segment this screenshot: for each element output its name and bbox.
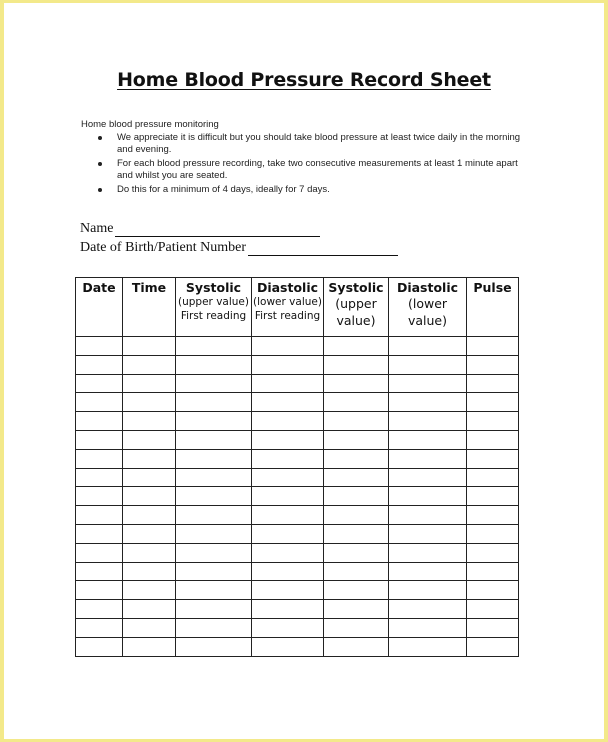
col-header-title: Diastolic — [256, 280, 319, 295]
instruction-item: Do this for a minimum of 4 days, ideally for 7 days. — [96, 184, 526, 196]
table-cell[interactable] — [467, 468, 519, 487]
col-header-subtitle: (upper value) — [335, 296, 377, 328]
table-cell[interactable] — [252, 430, 324, 449]
table-cell[interactable] — [252, 487, 324, 506]
table-row — [76, 600, 519, 619]
col-header — [389, 278, 467, 337]
table-row — [76, 337, 519, 356]
intro-text: Home blood pressure monitoring — [81, 119, 219, 130]
table-cell[interactable] — [324, 581, 389, 600]
table-cell[interactable] — [123, 393, 176, 412]
table-cell[interactable] — [76, 637, 123, 656]
table-row — [76, 562, 519, 581]
table-cell[interactable] — [252, 562, 324, 581]
table-cell[interactable] — [389, 449, 467, 468]
table-cell[interactable] — [123, 524, 176, 543]
table-cell[interactable] — [123, 581, 176, 600]
table-cell[interactable] — [467, 430, 519, 449]
table-cell[interactable] — [467, 337, 519, 356]
table-cell[interactable] — [76, 337, 123, 356]
table-cell[interactable] — [389, 337, 467, 356]
table-cell[interactable] — [76, 374, 123, 393]
table-cell[interactable] — [324, 337, 389, 356]
instructions-list — [96, 132, 526, 198]
col-header-title: Systolic — [328, 280, 384, 295]
table-row — [76, 543, 519, 562]
col-header — [176, 278, 252, 337]
table-cell[interactable] — [252, 412, 324, 431]
name-line[interactable] — [115, 222, 320, 237]
table-cell[interactable] — [176, 543, 252, 562]
table-cell[interactable] — [76, 600, 123, 619]
table-cell[interactable] — [123, 506, 176, 525]
table-cell[interactable] — [389, 543, 467, 562]
table-cell[interactable] — [252, 524, 324, 543]
table-cell[interactable] — [76, 506, 123, 525]
table-cell[interactable] — [324, 374, 389, 393]
dob-label: Date of Birth/Patient Number — [80, 240, 247, 255]
table-cell[interactable] — [176, 393, 252, 412]
col-header — [76, 278, 123, 337]
table-cell[interactable] — [467, 618, 519, 637]
table-cell[interactable] — [467, 355, 519, 374]
table-header-row — [76, 278, 519, 337]
table-cell[interactable] — [123, 468, 176, 487]
table-cell[interactable] — [324, 393, 389, 412]
col-header-title: Systolic — [185, 280, 242, 295]
table-cell[interactable] — [76, 524, 123, 543]
table-cell[interactable] — [467, 637, 519, 656]
table-row — [76, 374, 519, 393]
table-cell[interactable] — [324, 355, 389, 374]
table-cell[interactable] — [123, 543, 176, 562]
table-cell[interactable] — [252, 506, 324, 525]
table-cell[interactable] — [324, 506, 389, 525]
table-cell[interactable] — [389, 412, 467, 431]
table-cell[interactable] — [252, 337, 324, 356]
table-cell[interactable] — [252, 468, 324, 487]
table-cell[interactable] — [176, 412, 252, 431]
table-cell[interactable] — [76, 449, 123, 468]
table-cell[interactable] — [176, 637, 252, 656]
table-cell[interactable] — [389, 487, 467, 506]
table-cell[interactable] — [176, 618, 252, 637]
col-header-title: Diastolic — [396, 280, 459, 295]
table-row — [76, 524, 519, 543]
table-cell[interactable] — [467, 506, 519, 525]
col-header-title: Time — [131, 280, 167, 295]
table-cell[interactable] — [176, 600, 252, 619]
table-cell[interactable] — [176, 524, 252, 543]
table-cell[interactable] — [123, 637, 176, 656]
table-cell[interactable] — [389, 468, 467, 487]
table-cell[interactable] — [123, 337, 176, 356]
table-cell[interactable] — [324, 524, 389, 543]
table-cell[interactable] — [176, 337, 252, 356]
table-cell[interactable] — [76, 355, 123, 374]
table-cell[interactable] — [176, 430, 252, 449]
table-cell[interactable] — [467, 393, 519, 412]
col-header — [252, 278, 324, 337]
table-cell[interactable] — [389, 374, 467, 393]
table-cell[interactable] — [467, 412, 519, 431]
table-cell[interactable] — [389, 637, 467, 656]
table-cell[interactable] — [324, 449, 389, 468]
col-header-subtitle: (lower value) First reading — [253, 296, 322, 322]
col-header — [324, 278, 389, 337]
table-cell[interactable] — [76, 412, 123, 431]
table-row — [76, 618, 519, 637]
table-cell[interactable] — [76, 562, 123, 581]
table-cell[interactable] — [467, 374, 519, 393]
table-cell[interactable] — [176, 562, 252, 581]
col-header-subtitle: (lower value) — [407, 296, 448, 328]
table-cell[interactable] — [76, 581, 123, 600]
instruction-item: We appreciate it is difficult but you should take blood pressure at least twice daily in the morning and evening. — [96, 132, 526, 156]
table-cell[interactable] — [123, 355, 176, 374]
table-cell[interactable] — [324, 618, 389, 637]
table-row — [76, 487, 519, 506]
table-cell[interactable] — [467, 543, 519, 562]
table-cell[interactable] — [324, 600, 389, 619]
table-cell[interactable] — [467, 600, 519, 619]
table-cell[interactable] — [176, 487, 252, 506]
table-cell[interactable] — [76, 430, 123, 449]
table-cell[interactable] — [324, 468, 389, 487]
table-cell[interactable] — [324, 562, 389, 581]
table-cell[interactable] — [252, 449, 324, 468]
table-cell[interactable] — [389, 524, 467, 543]
table-cell[interactable] — [467, 524, 519, 543]
table-cell[interactable] — [324, 637, 389, 656]
table-cell[interactable] — [123, 430, 176, 449]
table-cell[interactable] — [389, 562, 467, 581]
table-row — [76, 506, 519, 525]
table-cell[interactable] — [252, 393, 324, 412]
table-cell[interactable] — [252, 374, 324, 393]
col-header-subtitle: (upper value) First reading — [178, 296, 249, 322]
table-cell[interactable] — [389, 355, 467, 374]
table-row — [76, 355, 519, 374]
table-row — [76, 581, 519, 600]
table-cell[interactable] — [467, 487, 519, 506]
table-row — [76, 637, 519, 656]
table-cell[interactable] — [123, 449, 176, 468]
table-row — [76, 430, 519, 449]
col-header-title: Date — [82, 280, 116, 295]
table-cell[interactable] — [176, 506, 252, 525]
table-cell[interactable] — [467, 562, 519, 581]
table-cell[interactable] — [389, 430, 467, 449]
table-cell[interactable] — [252, 618, 324, 637]
table-cell[interactable] — [123, 618, 176, 637]
document-page — [4, 3, 604, 739]
table-cell[interactable] — [252, 355, 324, 374]
table-cell[interactable] — [324, 430, 389, 449]
table-cell[interactable] — [76, 618, 123, 637]
table-cell[interactable] — [76, 487, 123, 506]
col-header — [123, 278, 176, 337]
table-cell[interactable] — [389, 506, 467, 525]
table-cell[interactable] — [467, 449, 519, 468]
table-row — [76, 449, 519, 468]
instruction-item: For each blood pressure recording, take two consecutive measurements at least 1 minute apart and whilst you are seated. — [96, 158, 526, 182]
table-cell[interactable] — [176, 355, 252, 374]
table-row — [76, 412, 519, 431]
table-cell[interactable] — [389, 581, 467, 600]
table-cell[interactable] — [252, 543, 324, 562]
table-cell[interactable] — [123, 562, 176, 581]
table-cell[interactable] — [252, 600, 324, 619]
table-cell[interactable] — [389, 393, 467, 412]
table-cell[interactable] — [76, 543, 123, 562]
table-cell[interactable] — [76, 393, 123, 412]
table-body — [76, 337, 519, 657]
table-cell[interactable] — [389, 618, 467, 637]
col-header-title: Pulse — [473, 280, 512, 295]
table-cell[interactable] — [252, 637, 324, 656]
table-cell[interactable] — [123, 412, 176, 431]
table-cell[interactable] — [176, 374, 252, 393]
name-field — [80, 221, 320, 237]
dob-field — [80, 240, 398, 256]
page-title: Home Blood Pressure Record Sheet — [117, 69, 491, 91]
table-cell[interactable] — [324, 543, 389, 562]
table-cell[interactable] — [324, 487, 389, 506]
table-cell[interactable] — [176, 468, 252, 487]
record-table — [75, 277, 519, 657]
table-cell[interactable] — [123, 374, 176, 393]
table-cell[interactable] — [76, 468, 123, 487]
table-row — [76, 393, 519, 412]
col-header — [467, 278, 519, 337]
name-label: Name — [80, 221, 114, 236]
table-cell[interactable] — [123, 487, 176, 506]
table-cell[interactable] — [324, 412, 389, 431]
table-cell[interactable] — [176, 581, 252, 600]
table-cell[interactable] — [389, 600, 467, 619]
table-row — [76, 468, 519, 487]
table-cell[interactable] — [176, 449, 252, 468]
table-cell[interactable] — [252, 581, 324, 600]
table-cell[interactable] — [123, 600, 176, 619]
table-cell[interactable] — [467, 581, 519, 600]
dob-line[interactable] — [248, 241, 398, 256]
